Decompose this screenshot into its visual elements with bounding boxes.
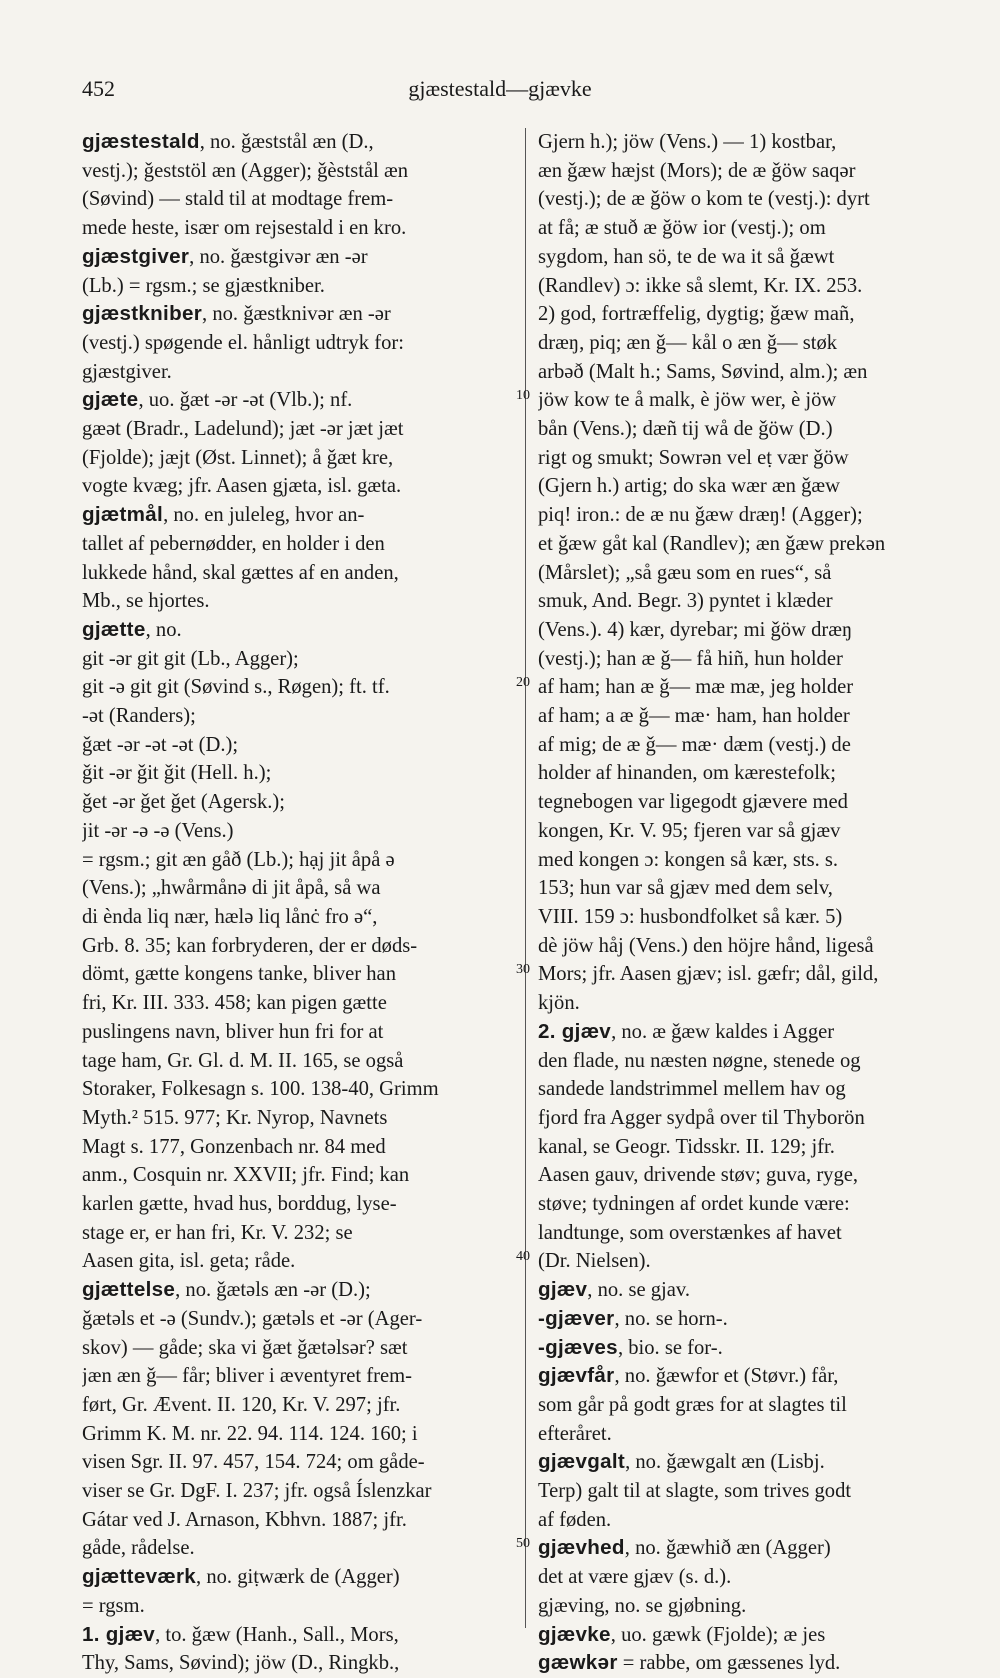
text-line: dè jöw håj (Vens.) den höjre hånd, ligeså	[538, 934, 874, 957]
text-line: af føden.	[538, 1508, 612, 1531]
text-line: bån (Vens.); dæñ tij wå de ǧöw (D.)	[538, 418, 833, 441]
text-line: Grb. 8. 35; kan forbryderen, der er døds-	[82, 934, 418, 957]
text-line: = rgsm.	[82, 1594, 145, 1617]
text-line: 153; hun var så gjæv med dem selv,	[538, 877, 833, 900]
text-line: (Mårslet); „så gæu som en rues“, så	[538, 561, 832, 584]
text-line: gjættelse, no. ǧætəls æn -ər (D.);	[82, 1278, 371, 1302]
text-line: af ham; a æ ǧ— mæ· ham, han holder	[538, 705, 850, 728]
text-line: VIII. 159 ɔ: husbondfolket så kær. 5)	[538, 905, 843, 928]
text-line: smuk, And. Begr. 3) pyntet i klæder	[538, 590, 833, 613]
text-line: Aasen gita, isl. geta; råde.	[82, 1250, 296, 1273]
text-line: jöw kow te å malk, è jöw wer, è jöw	[538, 389, 837, 412]
text-line: gjævhed, no. ǧæwhið æn (Agger)	[538, 1536, 831, 1560]
text-line: Magt s. 177, Gonzenbach nr. 84 med	[82, 1135, 386, 1158]
text-line: rigt og smukt; Sowrən vel eṭ vær ǧöw	[538, 446, 849, 469]
text-line: fri, Kr. III. 333. 458; kan pigen gætte	[82, 992, 387, 1015]
text-line: dræŋ, piq; æn ǧ— kål o æn ǧ— støk	[538, 331, 838, 354]
text-line: gjævke, uo. gæwk (Fjolde); æ jes	[538, 1622, 826, 1646]
line-number-50: 50	[516, 1536, 530, 1551]
text-line: Mors; jfr. Aasen gjæv; isl. gæfr; dål, gild,	[538, 963, 879, 986]
text-line: det at være gjæv (s. d.).	[538, 1566, 732, 1589]
text-line: tage ham, Gr. Gl. d. M. II. 165, se også	[82, 1049, 404, 1072]
text-line: (Dr. Nielsen).	[538, 1250, 651, 1273]
text-line: git -ər git git (Lb., Agger);	[82, 647, 299, 670]
text-line: -gjæves, bio. se for-.	[538, 1335, 723, 1359]
line-number-30: 30	[516, 962, 530, 977]
text-line: visen Sgr. II. 97. 457, 154. 724; om gåde-	[82, 1451, 425, 1474]
text-line: fjord fra Agger sydpå over til Thyborön	[538, 1106, 865, 1129]
text-line: jit -ər -ə -ə (Vens.)	[82, 819, 234, 842]
text-line: som går på godt græs for at slagtes til	[538, 1393, 847, 1416]
text-line: sygdom, han sö, te de wa it så ǧæwt	[538, 245, 835, 268]
text-line: gjætteværk, no. giṭwærk de (Agger)	[82, 1565, 400, 1589]
text-line: -ət (Randers);	[82, 705, 196, 728]
text-line: (Randlev) ɔ: ikke så slemt, Kr. IX. 253.	[538, 274, 863, 297]
text-line: di ènda liq nær, hælə liq lånċ fro ə“,	[82, 905, 378, 928]
running-head: gjæstestald—gjævke	[408, 76, 592, 101]
column-rule	[525, 128, 526, 1628]
text-line: støve; tydningen af ordet kunde være:	[538, 1193, 850, 1216]
text-line: af mig; de æ ǧ— mæ· dæm (vestj.) de	[538, 733, 851, 756]
text-line: puslingens navn, bliver hun fri for at	[82, 1020, 384, 1043]
right-column	[538, 128, 963, 1678]
text-line: Myth.² 515. 977; Kr. Nyrop, Navnets	[82, 1106, 388, 1129]
text-line: (Vens.); „hwårmånə di jit åpå, så wa	[82, 877, 381, 900]
text-line: gjætte, no.	[82, 617, 182, 641]
text-line: viser se Gr. DgF. I. 237; jfr. også Íslenzkar	[82, 1480, 432, 1503]
line-number-20: 20	[516, 675, 530, 690]
text-line: (Lb.) = rgsm.; se gjæstkniber.	[82, 274, 325, 297]
text-line: 2. gjæv, no. æ ǧæw kaldes i Agger	[538, 1019, 835, 1043]
text-line: Mb., se hjortes.	[82, 590, 210, 613]
text-line: = rgsm.; git æn gåð (Lb.); hạj jit åpå ə	[82, 848, 395, 871]
text-line: sandede landstrimmel mellem hav og	[538, 1078, 846, 1101]
text-line: Terp) galt til at slagte, som trives godt	[538, 1480, 852, 1503]
text-line: ǧæt -ər -ət -ət (D.);	[82, 733, 239, 756]
text-line: kongen, Kr. V. 95; fjeren var så gjæv	[538, 819, 841, 842]
text-line: et ǧæw gåt kal (Randlev); æn ǧæw prekən	[538, 532, 886, 555]
text-line: gjæv, no. se gjav.	[538, 1278, 691, 1302]
text-line: Thy, Sams, Søvind); jöw (D., Ringkb.,	[82, 1652, 400, 1675]
page-number: 452	[82, 76, 115, 101]
text-line: git -ə git git (Søvind s., Røgen); ft. tf.	[82, 676, 390, 699]
text-line: lukkede hånd, skal gættes af en anden,	[82, 561, 399, 584]
text-line: (Gjern h.) artig; do ska wær æn ǧæw	[538, 475, 840, 498]
text-line: Storaker, Folkesagn s. 100. 138-40, Grimm	[82, 1078, 439, 1101]
text-line: Gjern h.); jöw (Vens.) — 1) kostbar,	[538, 131, 837, 153]
text-line: gjævgalt, no. ǧæwgalt æn (Lisbj.	[538, 1450, 825, 1474]
text-line: gåde, rådelse.	[82, 1537, 195, 1560]
text-line: gjæving, no. se gjøbning.	[538, 1594, 747, 1617]
text-line: stage er, er han fri, Kr. V. 232; se	[82, 1221, 353, 1244]
text-line: anm., Cosquin nr. XXVII; jfr. Find; kan	[82, 1164, 410, 1187]
text-line: gjætmål, no. en juleleg, hvor an-	[82, 503, 365, 527]
text-line: efteråret.	[538, 1422, 612, 1445]
text-line: 1. gjæv, to. ǧæw (Hanh., Sall., Mors,	[82, 1622, 399, 1646]
text-line: den flade, nu næsten nøgne, stenede og	[538, 1049, 861, 1072]
text-line: -gjæver, no. se horn-.	[538, 1306, 728, 1330]
text-line: Gátar ved J. Arnason, Kbhvn. 1887; jfr.	[82, 1508, 407, 1531]
text-line: 2) god, fortræffelig, dygtig; ǧæw mañ,	[538, 303, 855, 326]
text-line: tallet af pebernødder, en holder i den	[82, 532, 385, 555]
text-line: (Fjolde); jæjt (Øst. Linnet); å ǧæt kre,	[82, 446, 394, 469]
text-line: med kongen ɔ: kongen så kær, sts. s.	[538, 848, 839, 871]
text-line: (vestj.); de æ ǧöw o kom te (vestj.): dyrt	[538, 188, 870, 211]
text-line: tegnebogen var ligegodt gjævere med	[538, 791, 848, 814]
text-line: arbəð (Malt h.; Sams, Søvind, alm.); æn	[538, 360, 868, 383]
text-line: Aasen gauv, drivende støv; guva, ryge,	[538, 1164, 859, 1187]
text-line: holder af hinanden, om kærestefolk;	[538, 762, 836, 785]
text-line: (vestj.) spøgende el. hånligt udtryk for:	[82, 331, 404, 354]
text-line: ǧætəls et -ə (Sundv.); gætəls et -ər (Ager-	[82, 1307, 423, 1330]
text-line: ǧit -ər ǧit ǧit (Hell. h.);	[82, 762, 272, 785]
text-line: piq! iron.: de æ nu ǧæw dræŋ! (Agger);	[538, 504, 863, 527]
text-line: mede heste, især om rejsestald i en kro.	[82, 217, 407, 240]
text-line: gjæstgiver.	[82, 360, 172, 383]
text-line: karlen gætte, hvad hus, borddug, lyse-	[82, 1193, 397, 1216]
text-line: ført, Gr. Ævent. II. 120, Kr. V. 297; jfr.	[82, 1393, 401, 1416]
text-line: dömt, gætte kongens tanke, bliver han	[82, 963, 396, 986]
text-line: jæn æn ǧ— får; bliver i æventyret frem-	[82, 1365, 412, 1388]
left-column	[82, 128, 516, 1678]
text-line: æn ǧæw hæjst (Mors); de æ ǧöw saqər	[538, 159, 856, 182]
text-line: gæwkər = rabbe, om gæssenes lyd.	[538, 1651, 841, 1675]
page-header	[0, 76, 1000, 106]
text-line: kjön.	[538, 992, 580, 1015]
text-line: vestj.); ǧeststöl æn (Agger); ǧèststål æn	[82, 159, 409, 182]
text-line: (vestj.); han æ ǧ— få hiñ, hun holder	[538, 647, 843, 670]
line-number-40: 40	[516, 1249, 530, 1264]
text-line: kanal, se Geogr. Tidsskr. II. 129; jfr.	[538, 1135, 835, 1158]
text-line: gæət (Bradr., Ladelund); jæt -ər jæt jæt	[82, 418, 404, 441]
text-line: skov) — gåde; ska vi ǧæt ǧætəlsər? sæt	[82, 1336, 408, 1359]
text-line: at få; æ stuð æ ǧöw ior (vestj.); om	[538, 217, 826, 240]
text-line: gjæstkniber, no. ǧæstknivər æn -ər	[82, 302, 391, 326]
text-line: Grimm K. M. nr. 22. 94. 114. 124. 160; i	[82, 1422, 418, 1445]
text-line: gjæstestald, no. ǧæststål æn (D.,	[82, 130, 374, 153]
line-number-10: 10	[516, 388, 530, 403]
text-line: gjæstgiver, no. ǧæstgivər æn -ər	[82, 244, 368, 268]
text-line: vogte kvæg; jfr. Aasen gjæta, isl. gæta.	[82, 475, 402, 498]
text-line: af ham; han æ ǧ— mæ mæ, jeg holder	[538, 676, 854, 699]
text-line: landtunge, som overstænkes af havet	[538, 1221, 842, 1244]
text-line: (Vens.). 4) kær, dyrebar; mi ǧöw dræŋ	[538, 618, 853, 641]
text-line: (Søvind) — stald til at modtage frem-	[82, 188, 394, 211]
text-line: ǧet -ər ǧet ǧet (Agersk.);	[82, 791, 285, 814]
text-line: gjævfår, no. ǧæwfor et (Støvr.) får,	[538, 1364, 839, 1388]
text-line: gjæte, uo. ǧæt -ər -ət (Vlb.); nf.	[82, 388, 353, 412]
